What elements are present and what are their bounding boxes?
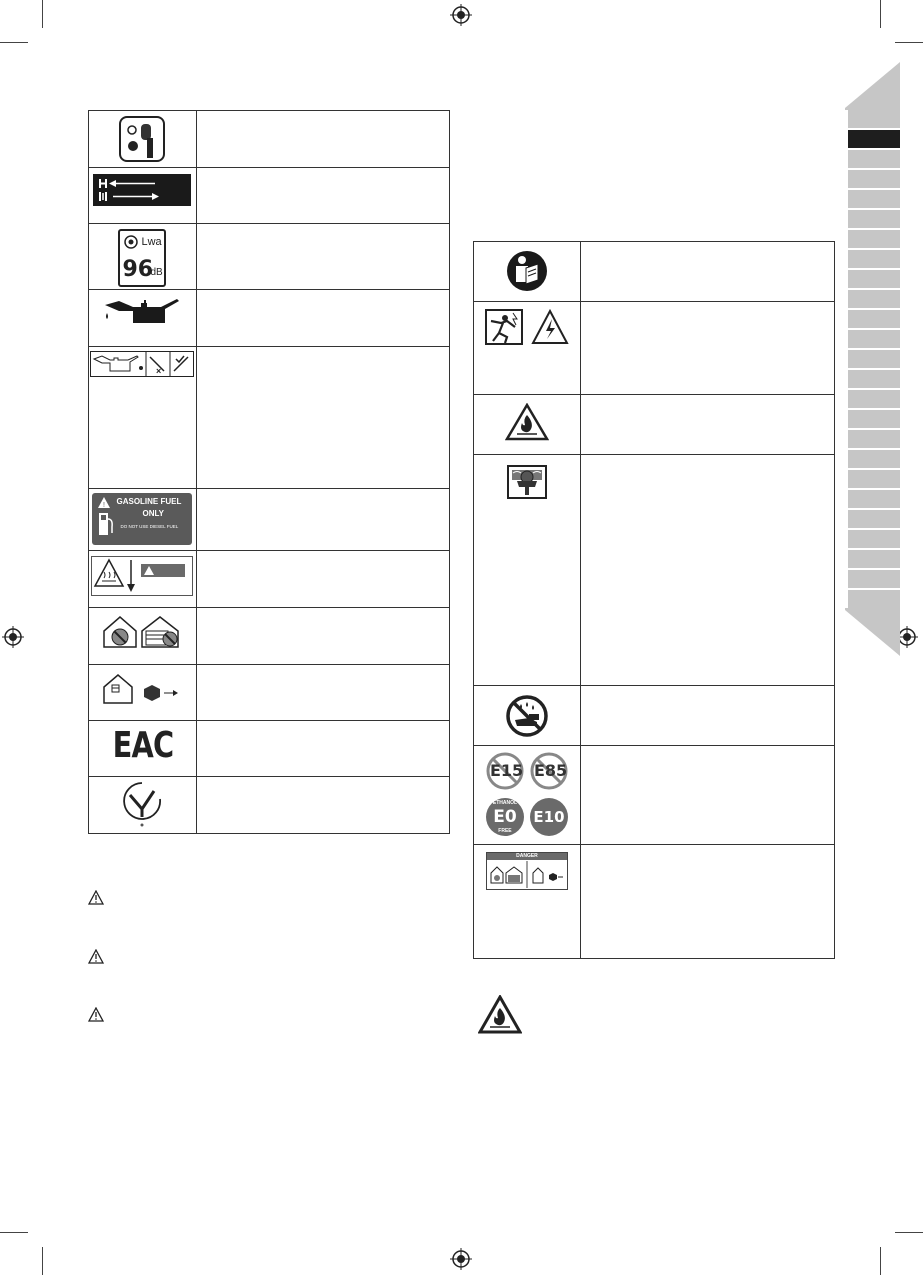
language-tabs <box>848 110 900 610</box>
language-tab <box>848 170 900 188</box>
sound-level-db: dB <box>150 267 163 278</box>
fire-hazard-icon <box>478 995 522 1035</box>
sound-power-level-icon <box>118 229 166 287</box>
table-row <box>474 302 835 395</box>
no-indoor-use-icon <box>102 613 182 651</box>
right-symbol-table <box>473 241 835 959</box>
crop-mark <box>0 42 28 43</box>
crop-mark <box>880 1247 881 1275</box>
e10-icon <box>530 798 568 836</box>
hot-surface-warning-icon <box>91 556 193 596</box>
table-row <box>89 608 450 665</box>
table-row <box>89 224 450 290</box>
e10-label: E10 <box>533 808 565 826</box>
e0-bottom-label: FREE <box>498 828 512 834</box>
fuel-label-note: DO NOT USE DIESEL FUEL <box>120 524 179 529</box>
danger-banner: DANGER <box>487 853 567 860</box>
language-tab <box>848 590 900 608</box>
table-row <box>89 777 450 834</box>
danger-label-icon <box>486 852 568 890</box>
table-row <box>89 665 450 721</box>
table-row <box>89 721 450 777</box>
language-tab <box>848 490 900 508</box>
table-row <box>89 489 450 551</box>
fire-hazard-icon <box>505 403 549 441</box>
table-row <box>89 111 450 168</box>
e0-label: E0 <box>493 807 517 827</box>
side-tab-top-bevel <box>845 62 900 110</box>
use-outdoors-icon <box>102 671 182 705</box>
language-tab <box>848 390 900 408</box>
e15-label: E15 <box>489 761 524 780</box>
language-tab <box>848 530 900 548</box>
svg-text:×: × <box>156 366 162 376</box>
language-tab <box>848 330 900 348</box>
fuel-pump-icon <box>98 511 114 537</box>
language-tab <box>848 110 900 128</box>
choke-position-arrows-icon <box>93 174 191 206</box>
language-tab <box>848 350 900 368</box>
language-tab <box>848 450 900 468</box>
language-tab <box>848 370 900 388</box>
language-tab <box>848 230 900 248</box>
danger-label-pictograms-icon <box>487 861 567 888</box>
side-tab-bottom-bevel <box>845 608 900 656</box>
language-tab <box>848 510 900 528</box>
language-tab <box>848 410 900 428</box>
e0-top-label: ETHANOL <box>492 800 518 806</box>
table-row <box>474 686 835 746</box>
read-manual-icon <box>506 250 548 292</box>
gasoline-fuel-only-icon <box>92 493 192 545</box>
choke-lever-icon <box>119 116 165 162</box>
language-tab <box>848 270 900 288</box>
language-tab <box>848 190 900 208</box>
language-tab <box>848 550 900 568</box>
oil-can-icon <box>103 295 181 325</box>
fuel-label-only: ONLY <box>142 509 164 518</box>
e0-ethanol-free-icon <box>486 798 524 836</box>
carbon-monoxide-warning-icon <box>507 465 547 499</box>
crop-mark <box>880 0 881 28</box>
speaker-icon <box>123 234 139 250</box>
language-tab <box>848 150 900 168</box>
oil-check-sequence-icon <box>90 351 194 377</box>
table-row <box>89 168 450 224</box>
no-wet-conditions-icon <box>505 694 549 738</box>
sound-level-value: 96 <box>122 257 154 282</box>
table-row <box>89 290 450 347</box>
ukrainian-conformity-mark-icon <box>120 781 164 829</box>
table-row <box>474 395 835 455</box>
language-tab <box>848 430 900 448</box>
warning-triangle-icon <box>88 1007 104 1022</box>
left-symbol-table <box>88 110 450 834</box>
e85-label: E85 <box>533 761 568 780</box>
warning-triangle-icon <box>88 949 104 964</box>
crop-mark <box>42 0 43 28</box>
language-tab-active <box>848 130 900 148</box>
table-row <box>474 845 835 959</box>
svg-text:!: ! <box>103 502 106 508</box>
language-tab <box>848 470 900 488</box>
language-tab <box>848 310 900 328</box>
language-tab <box>848 210 900 228</box>
crop-mark <box>895 42 923 43</box>
crop-mark <box>0 1232 28 1233</box>
warning-triangle-icon <box>98 497 110 508</box>
language-tab <box>848 290 900 308</box>
high-voltage-icon <box>531 309 569 345</box>
table-row <box>474 746 835 845</box>
registration-mark-icon <box>2 626 24 648</box>
crop-mark <box>895 1232 923 1233</box>
registration-mark-icon <box>450 1248 472 1270</box>
table-row <box>474 455 835 686</box>
language-tab <box>848 250 900 268</box>
language-tab <box>848 570 900 588</box>
table-row <box>89 347 450 489</box>
warning-triangle-icon <box>88 890 104 905</box>
electric-shock-warning-icon <box>485 309 523 345</box>
sound-level-unit: Lwa <box>141 236 162 248</box>
fuel-label-title: GASOLINE FUEL <box>116 497 182 506</box>
registration-mark-icon <box>450 4 472 26</box>
eac-mark-icon <box>112 726 173 766</box>
eac-mark-text: EAC <box>112 725 173 766</box>
table-row <box>89 551 450 608</box>
crop-mark <box>42 1247 43 1275</box>
table-row <box>474 242 835 302</box>
